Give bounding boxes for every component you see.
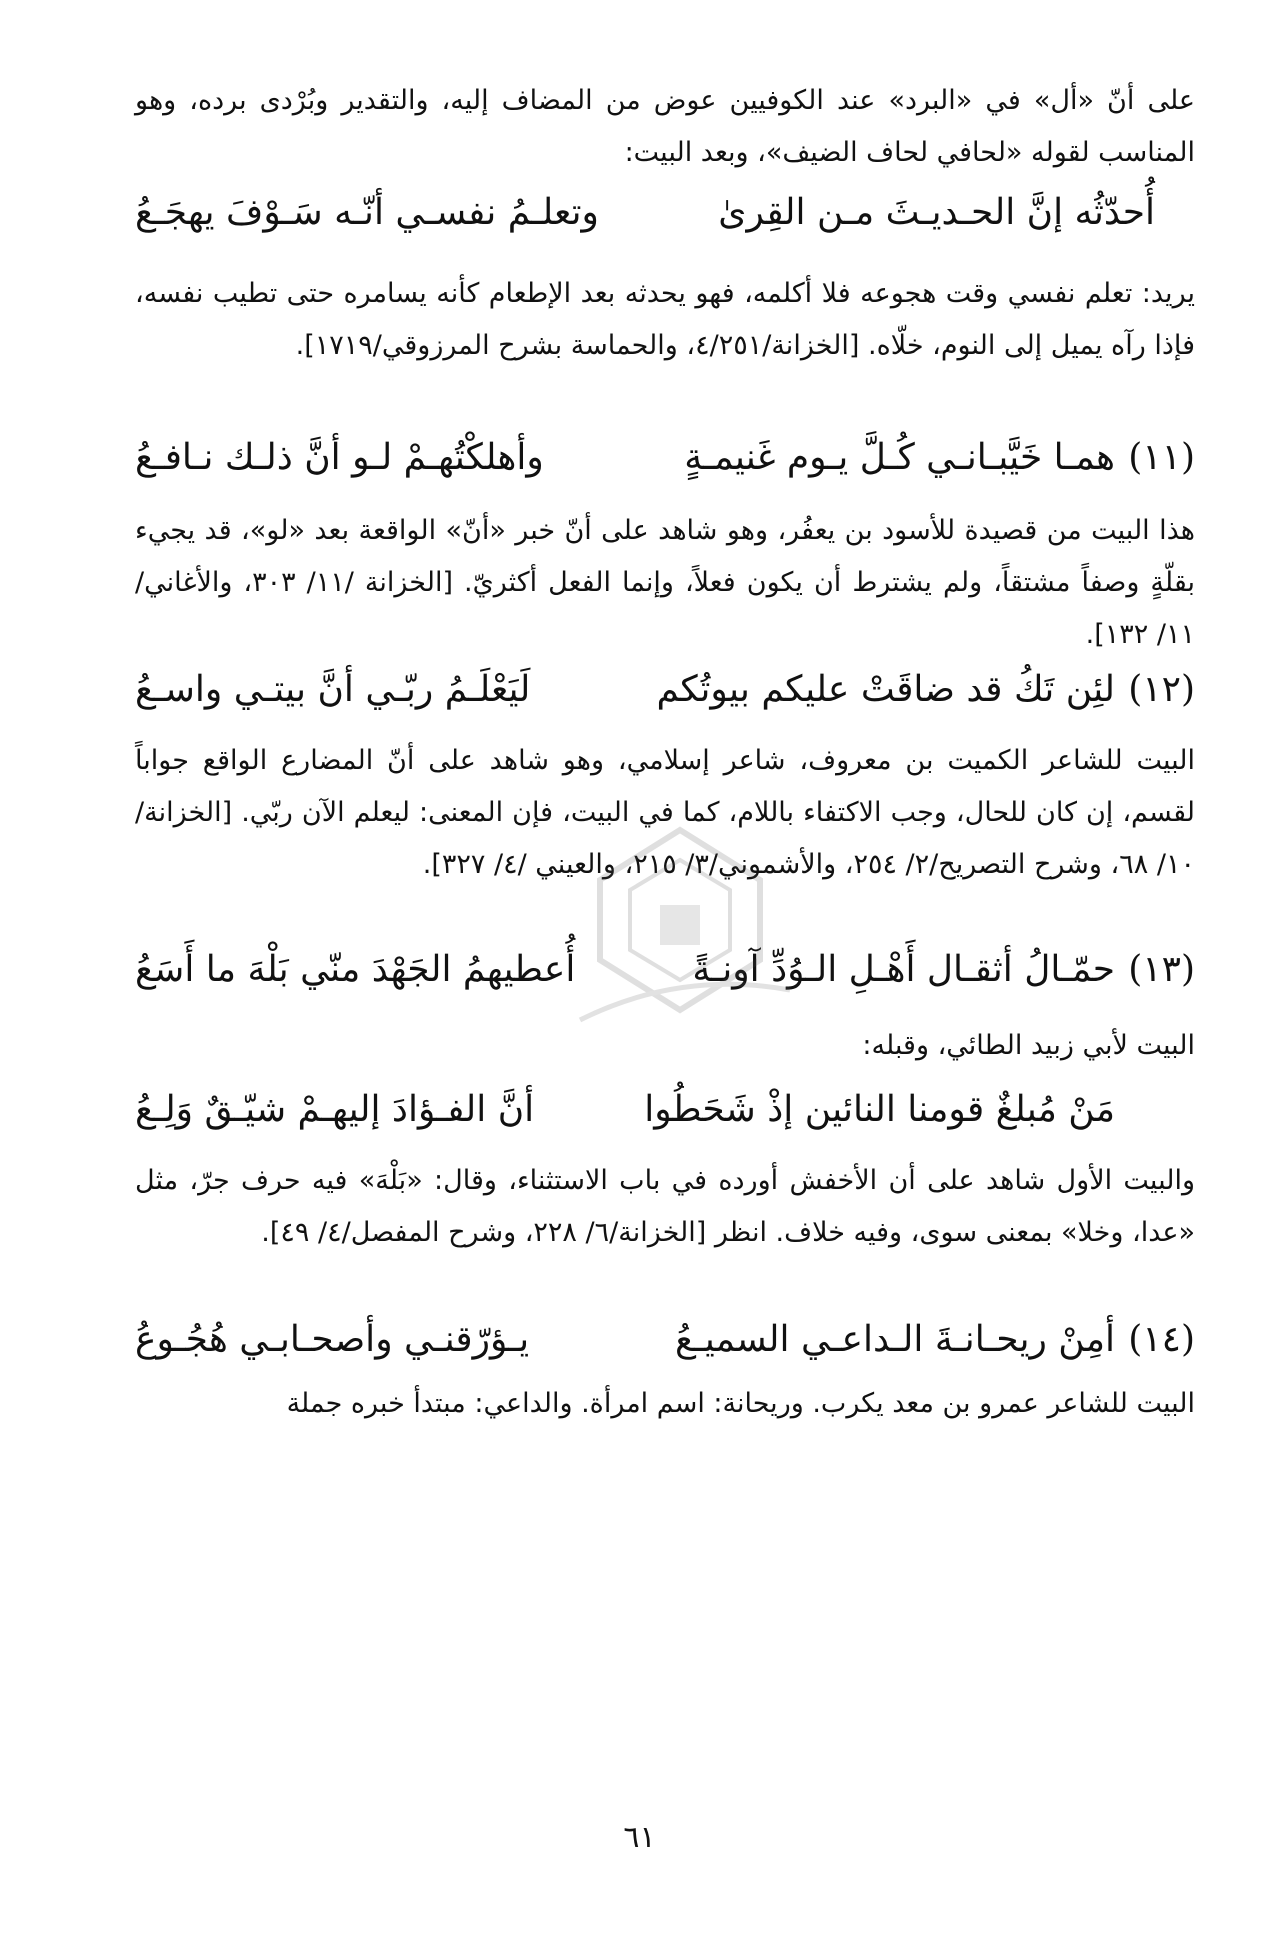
library-seal-watermark [560,820,800,1040]
verse-second-hemistich: يـؤرّقنـي وأصحـابـي هُجُـوعُ [135,1319,530,1360]
verse-first-hemistich: مَنْ مُبلغٌ قومنا النائين إذْ شَحَطُوا [644,1089,1115,1130]
verse-12 [135,660,1195,720]
verse-first-hemistich: لئِن تَكُ قد ضاقَتْ عليكم بيوتُكم [656,669,1115,710]
verse-number: (١٤) [1128,1319,1195,1360]
verse-number: (١١) [1128,437,1195,478]
paragraph-commentary: البيت للشاعر عمرو بن معد يكرب. وريحانة: اسم امرأة. والداعي: مبتدأ خبره جملة [286,1388,1195,1419]
verse-11 [135,428,1195,488]
verse-first-hemistich: همـا خَيَّبـانـي كُـلَّ يـوم غَنيمـةٍ [684,437,1115,478]
verse-second-hemistich: لَيَعْلَـمُ ربّـي أنَّ بيتـي واسـعُ [135,669,531,710]
paragraph-intro: على أنّ «أل» في «البرد» عند الكوفيين عوض من المضاف إليه، والتقدير وبُرْدى برده، وهو المناسب لقوله «لحافي لحاف الضيف»، وبعد البيت: [135,85,1195,168]
verse-first-hemistich: حمّـالُ أثقـال أَهْـلِ الـوُدِّ آونـةً [692,949,1115,990]
verse-first-hemistich: أُحدّثُه إنَّ الحـديـثَ مـن القِرىٰ [718,192,1155,233]
paragraph-commentary: البيت لأبي زبيد الطائي، وقبله: [862,1030,1195,1061]
verse-quoted [135,1080,1195,1140]
verse-number: (١٣) [1128,949,1195,990]
verse-second-hemistich: أنَّ الفـؤادَ إليهـمْ شيّـقٌ وَلِـعُ [135,1089,535,1130]
verse-first-hemistich: أمِنْ ريحـانـةَ الـداعـي السميـعُ [675,1319,1115,1360]
verse-second-hemistich: أُعطيهمُ الجَهْدَ منّي بَلْهَ ما أَسَعُ [135,949,576,990]
paragraph-commentary: هذا البيت من قصيدة للأسود بن يعفُر، وهو شاهد على أنّ خبر «أنّ» الواقعة بعد «لو»، قد يجيء بقلّةٍ وصفاً مشتقاً، ولم يشترط أن يكون فعلاً، وإنما الفعل أكثريّ. [الخزانة /١١/ ٣٠٣، والأغاني/١١/ ١٣٢]. [135,515,1195,650]
verse-second-hemistich: وأهلكْتُهـمْ لـو أنَّ ذلـك نـافـعُ [135,437,544,478]
paragraph-commentary: يريد: تعلم نفسي وقت هجوعه فلا أكلمه، فهو يحدثه بعد الإطعام كأنه يسامره حتى تطيب نفسه، فإذا رآه يميل إلى النوم، خلّاه. [الخزانة/٤/٢٥١، والحماسة بشرح المرزوقي/١٧١٩]. [135,278,1195,361]
verse-14 [135,1310,1195,1370]
verse-second-hemistich: وتعلـمُ نفسـي أنّـه سَـوْفَ يهجَـعُ [135,192,599,233]
paragraph-commentary: البيت للشاعر الكميت بن معروف، شاعر إسلامي، وهو شاهد على أنّ المضارع الواقع جواباً لقسم، إن كان للحال، وجب الاكتفاء باللام، كما في البيت، فإن المعنى: ليعلم الآن ربّي. [الخزانة/١٠/ ٦٨، وشرح التصريح/٢/ ٢٥٤، والأشموني/٣/ ٢١٥، والعيني /٤/ ٣٢٧]. [135,745,1195,880]
page-number: ٦١ [623,1820,656,1855]
paragraph-commentary: والبيت الأول شاهد على أن الأخفش أورده في باب الاستثناء، وقال: «بَلْهَ» فيه حرف جرّ، مثل «عدا، وخلا» بمعنى سوى، وفيه خلاف. انظر [الخزانة/٦/ ٢٢٨، وشرح المفصل/٤/ ٤٩]. [135,1165,1195,1248]
verse-number: (١٢) [1128,669,1195,710]
verse-line [135,183,1195,243]
